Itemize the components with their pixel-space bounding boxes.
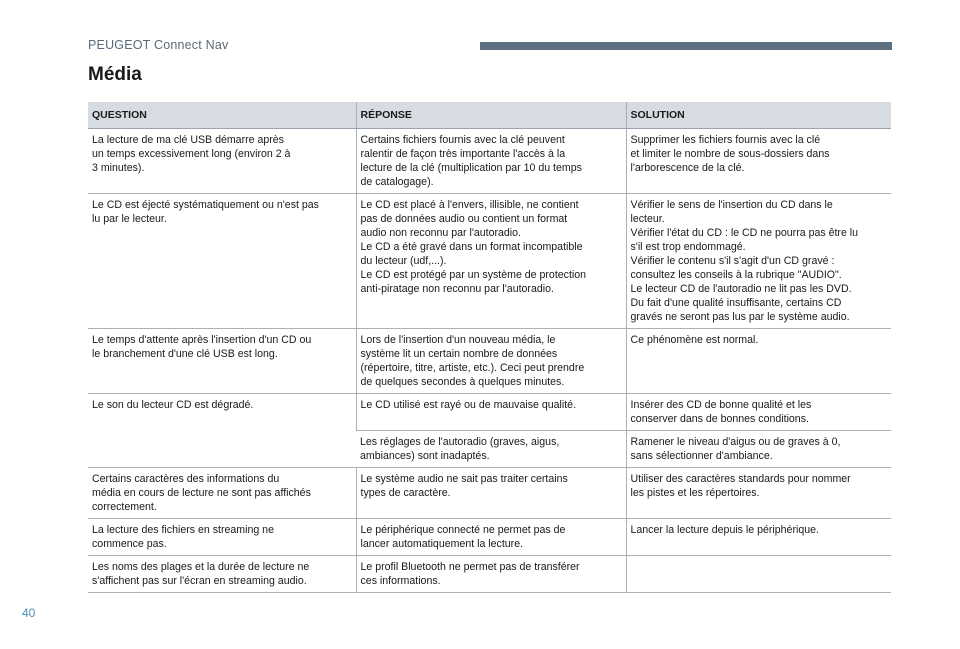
page-title: Média: [88, 64, 142, 85]
cell-text-line: de quelques secondes à quelques minutes.: [360, 376, 565, 388]
cell-text-line: s'il est trop endommagé.: [630, 241, 746, 253]
cell-text-line: Certains fichiers fournis avec la clé peuvent: [360, 134, 565, 146]
cell-text-line: correctement.: [92, 501, 157, 513]
cell-text-line: Le temps d'attente après l'insertion d'un CD ou: [92, 334, 312, 346]
cell-text-line: types de caractère.: [360, 487, 451, 499]
faq-table: [88, 102, 891, 593]
faq-table-body: [88, 129, 891, 593]
cell-text-line: Certains caractères des informations du: [92, 473, 280, 485]
cell-question: [88, 394, 356, 468]
cell-text-line: Lors de l'insertion d'un nouveau média, le: [360, 334, 556, 346]
cell-text-line: Supprimer les fichiers fournis avec la clé: [630, 134, 821, 146]
cell-text-line: Du fait d'une qualité insuffisante, certains CD: [630, 297, 842, 309]
cell-text-line: ambiances) sont inadaptés.: [360, 450, 490, 462]
cell-solution: [626, 519, 891, 556]
cell-question: [88, 129, 356, 194]
cell-text-line: conserver dans de bonnes conditions.: [630, 413, 809, 425]
table-row: [88, 129, 891, 194]
cell-text-line: de catalogage).: [360, 176, 434, 188]
cell-text-line: Les noms des plages et la durée de lecture ne: [92, 561, 310, 573]
cell-answer: [356, 468, 626, 519]
cell-text-line: Le CD est protégé par un système de protection: [360, 269, 587, 281]
cell-answer: [356, 431, 626, 468]
cell-question: [88, 468, 356, 519]
table-row: [88, 194, 891, 329]
cell-question: [88, 519, 356, 556]
cell-text-line: consultez les conseils à la rubrique "AUDIO".: [630, 269, 842, 281]
cell-question: [88, 194, 356, 329]
cell-text-line: les pistes et les répertoires.: [630, 487, 760, 499]
cell-text-line: anti-piratage non reconnu par l'autoradio.: [360, 283, 554, 295]
cell-text-line: ralentir de façon très importante l'accès à la: [360, 148, 566, 160]
cell-text-line: système lit un certain nombre de données: [360, 348, 558, 360]
column-header-solution: SOLUTION: [626, 102, 891, 129]
cell-answer: [356, 556, 626, 593]
cell-text-line: Le CD est éjecté systématiquement ou n'est pas: [92, 199, 319, 211]
table-row: [88, 519, 891, 556]
cell-text-line: pas de données audio ou contient un format: [360, 213, 568, 225]
page-number: 40: [22, 606, 36, 620]
header-bar: [480, 42, 892, 50]
cell-text-line: lecteur.: [630, 213, 665, 225]
cell-text-line: (répertoire, titre, artiste, etc.). Ceci peut prendre: [360, 362, 585, 374]
cell-text-line: du lecteur (udf,...).: [360, 255, 447, 267]
cell-text-line: audio non reconnu par l'autoradio.: [360, 227, 521, 239]
cell-text-line: La lecture des fichiers en streaming ne: [92, 524, 274, 536]
cell-text-line: Utiliser des caractères standards pour nommer: [630, 473, 851, 485]
cell-text-line: La lecture de ma clé USB démarre après: [92, 134, 284, 146]
cell-solution: [626, 129, 891, 194]
cell-solution: [626, 194, 891, 329]
cell-answer: [356, 194, 626, 329]
cell-text-line: Ramener le niveau d'aigus ou de graves à 0,: [630, 436, 841, 448]
cell-text-line: Le CD utilisé est rayé ou de mauvaise qualité.: [360, 399, 577, 411]
table-row: [88, 329, 891, 394]
cell-text-line: un temps excessivement long (environ 2 à: [92, 148, 291, 160]
cell-text-line: 3 minutes).: [92, 162, 145, 174]
cell-solution: [626, 468, 891, 519]
cell-text-line: Le CD a été gravé dans un format incompatible: [360, 241, 583, 253]
cell-text-line: commence pas.: [92, 538, 167, 550]
cell-text-line: Vérifier l'état du CD : le CD ne pourra pas être lu: [630, 227, 859, 239]
cell-text-line: l'arborescence de la clé.: [630, 162, 745, 174]
cell-text-line: Insérer des CD de bonne qualité et les: [630, 399, 812, 411]
cell-text-line: Le système audio ne sait pas traiter certains: [360, 473, 568, 485]
cell-text-line: ces informations.: [360, 575, 441, 587]
cell-answer: [356, 129, 626, 194]
cell-text-line: Le CD est placé à l'envers, illisible, ne contient: [360, 199, 579, 211]
cell-text-line: Le profil Bluetooth ne permet pas de transférer: [360, 561, 580, 573]
cell-text-line: Vérifier le sens de l'insertion du CD dans le: [630, 199, 833, 211]
cell-text-line: Le périphérique connecté ne permet pas de: [360, 524, 566, 536]
table-row: [88, 556, 891, 593]
cell-text-line: Les réglages de l'autoradio (graves, aigus,: [360, 436, 560, 448]
cell-answer: [356, 394, 626, 431]
table-row: [88, 468, 891, 519]
cell-text-line: et limiter le nombre de sous-dossiers dans: [630, 148, 830, 160]
cell-solution: [626, 394, 891, 431]
cell-text-line: Vérifier le contenu s'il s'agit d'un CD gravé :: [630, 255, 835, 267]
cell-text-line: lecture de la clé (multiplication par 10 du temps: [360, 162, 582, 174]
cell-text-line: s'affichent pas sur l'écran en streaming audio.: [92, 575, 307, 587]
cell-text-line: gravés ne seront pas lus par le système audio.: [630, 311, 850, 323]
cell-text-line: média en cours de lecture ne sont pas affichés: [92, 487, 311, 499]
cell-solution: [626, 431, 891, 468]
cell-text-line: le branchement d'une clé USB est long.: [92, 348, 278, 360]
cell-text-line: lu par le lecteur.: [92, 213, 167, 225]
cell-answer: [356, 329, 626, 394]
cell-text-line: Ce phénomène est normal.: [630, 334, 759, 346]
cell-text-line: lancer automatiquement la lecture.: [360, 538, 524, 550]
cell-text-line: Le lecteur CD de l'autoradio ne lit pas les DVD.: [630, 283, 852, 295]
brand-label: PEUGEOT Connect Nav: [88, 38, 229, 52]
table-row: [88, 394, 891, 431]
cell-solution: [626, 556, 891, 593]
cell-solution: [626, 329, 891, 394]
cell-question: [88, 329, 356, 394]
table-header-row: [88, 102, 891, 129]
cell-question: [88, 556, 356, 593]
cell-answer: [356, 519, 626, 556]
column-header-answer: RÉPONSE: [356, 102, 626, 129]
column-header-question: QUESTION: [88, 102, 356, 129]
cell-text-line: Le son du lecteur CD est dégradé.: [92, 399, 254, 411]
cell-text-line: sans sélectionner d'ambiance.: [630, 450, 773, 462]
cell-text-line: Lancer la lecture depuis le périphérique.: [630, 524, 819, 536]
